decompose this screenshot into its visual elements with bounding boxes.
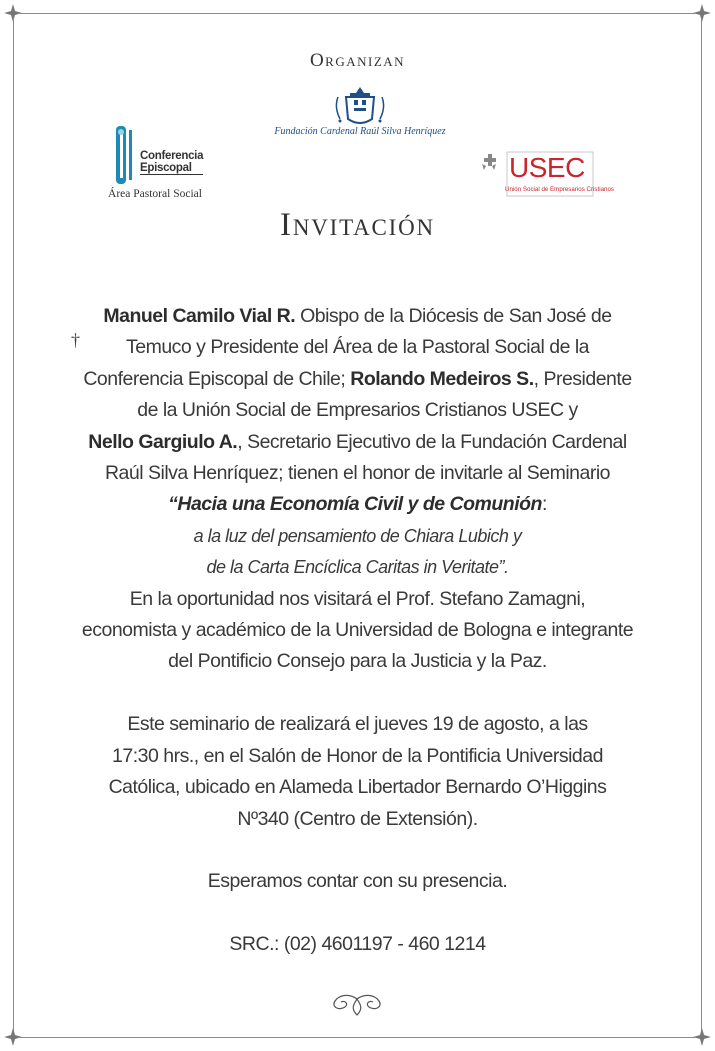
usec-wordmark: USEC: [509, 152, 585, 183]
frame-left-line: [13, 20, 14, 1031]
fundacion-name: Fundación Cardenal Raúl Silva Henríquez: [274, 126, 446, 137]
conferencia-line1: Conferencia: [140, 150, 204, 162]
body-line: de la Unión Social de Empresarios Cristianos USEC y: [137, 399, 578, 422]
invitacion-title: Invitación: [280, 207, 435, 243]
body-line: [40, 301, 675, 332]
body-line: [40, 364, 675, 395]
body-text-span: , Secretario Ejecutivo de la Fundación Cardenal: [237, 430, 627, 453]
body-line: [40, 427, 675, 458]
body-line: Raúl Silva Henríquez; tienen el honor de invitarle al Seminario: [104, 462, 611, 485]
body-text-span: , Presidente: [533, 367, 632, 390]
seminar-subtitle: de la Carta Encíclica Caritas in Veritate”.: [206, 557, 509, 578]
corner-ornament-icon: [693, 4, 711, 22]
organizan-heading: Organizan: [309, 50, 406, 71]
body-text-span: :: [541, 493, 547, 516]
body-line: [40, 521, 675, 552]
corner-ornament-icon: [4, 1028, 22, 1046]
seminar-subtitle: a la luz del pensamiento de Chiara Lubich y: [193, 525, 522, 546]
body-line: [40, 489, 675, 520]
invitation-body: [40, 301, 675, 961]
conferencia-subtitle: Área Pastoral Social: [108, 188, 202, 200]
gargiulo-name: Nello Gargiulo A.: [88, 430, 238, 453]
body-line: Temuco y Presidente del Área de la Pastoral Social de la: [125, 336, 590, 359]
seminar-title: “Hacia una Economía Civil y de Comunión: [168, 493, 542, 516]
corner-ornament-icon: [4, 4, 22, 22]
conferencia-title: [140, 150, 203, 175]
spacer: [40, 898, 675, 929]
frame-top-line: [20, 13, 695, 14]
body-line: Nº340 (Centro de Extensión).: [237, 807, 478, 830]
cross-symbol: †: [71, 330, 80, 350]
usec-tagline: Unión Social de Empresarios Cristianos: [505, 186, 615, 193]
spacer: [40, 678, 675, 709]
medeiros-name: Rolando Medeiros S.: [350, 367, 534, 390]
frame-bottom-line: [20, 1037, 695, 1038]
body-line: Este seminario de realizará el jueves 19 de agosto, a las: [127, 713, 588, 736]
spacer: [40, 835, 675, 866]
flourish-ornament-icon: [327, 993, 387, 1017]
body-text-span: Obispo de la Diócesis de San José de: [295, 305, 612, 327]
frame-right-line: [701, 20, 702, 1031]
body-text-span: Conferencia Episcopal de Chile;: [83, 367, 351, 390]
body-line: 17:30 hrs., en el Salón de Honor de la Pontificia Universidad: [112, 744, 603, 767]
conferencia-line2: Episcopal: [140, 162, 203, 175]
closing-line: Esperamos contar con su presencia.: [207, 870, 508, 893]
body-line: economista y académico de la Universidad de Bologna e integrante: [81, 619, 634, 642]
body-line: En la oportunidad nos visitará el Prof. Stefano Zamagni,: [129, 587, 586, 610]
body-line: Católica, ubicado en Alameda Libertador Bernardo O’Higgins: [108, 776, 607, 799]
rsvp-line: SRC.: (02) 4601197 - 460 1214: [229, 933, 486, 956]
body-line: [40, 552, 675, 583]
body-line: del Pontificio Consejo para la Justicia y la Paz.: [168, 650, 547, 673]
bishop-name: Manuel Camilo Vial R.: [103, 305, 296, 327]
corner-ornament-icon: [693, 1028, 711, 1046]
